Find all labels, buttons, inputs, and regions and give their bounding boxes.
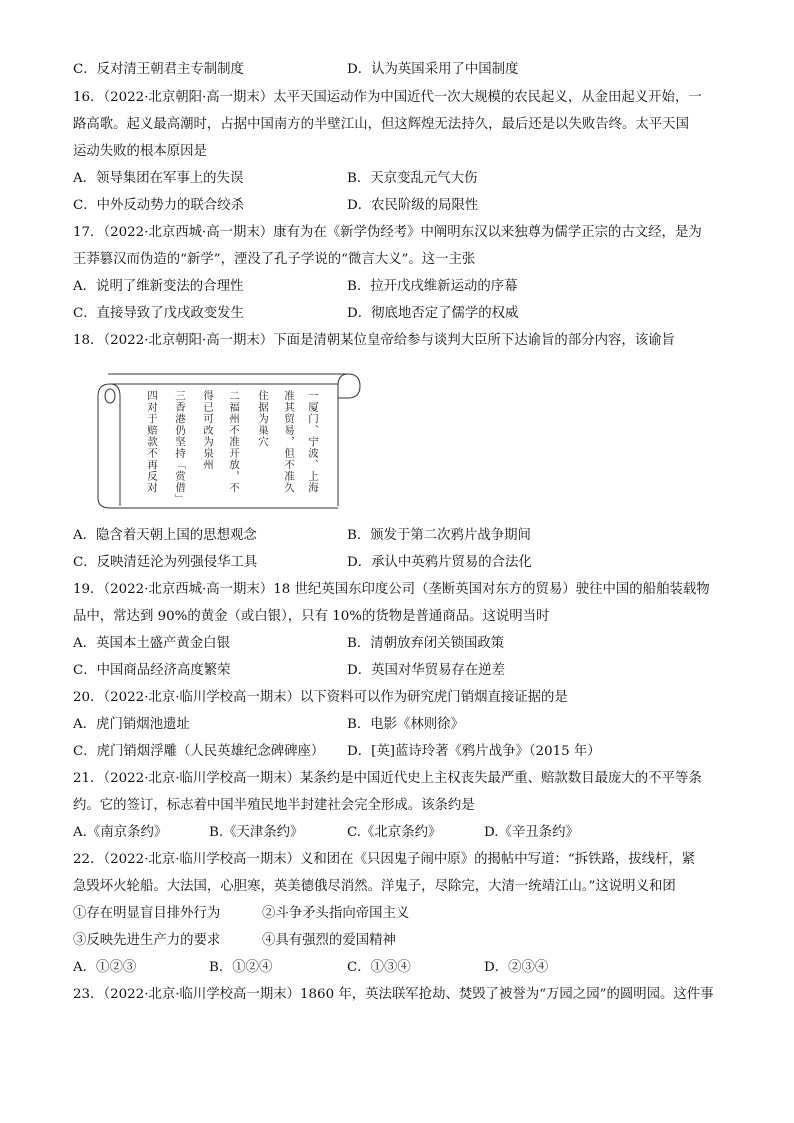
q19-option-d: D．英国对华贸易存在逆差 (347, 663, 506, 678)
q16-stem-line-1: 16．（2022·北京朝阳·高一期末）太平天国运动作为中国近代一次大规模的农民起义，从金田起义开始，一 (73, 90, 702, 105)
q22-stem-line-1: 22．（2022·北京·临川学校高一期末）义和团在《只因鬼子闹中原》的揭帖中写道：“拆铁路，拔线杆，紧 (73, 852, 696, 867)
edict-column-4: 二福州不准开放，不 (228, 390, 240, 494)
q19-option-b: B．清朝放弃闭关锁国政策 (347, 636, 505, 651)
edict-column-7: 四对于赔款不再反对 (146, 390, 158, 494)
q19-stem-line-2: 品中，常达到 90%的黄金（或白银），只有 10%的货物是普通商品。这说明当时 (73, 609, 550, 624)
q21-option-d: D.《辛丑条约》 (484, 825, 579, 840)
q18-stem-line-1: 18．（2022·北京朝阳·高一期末）下面是清朝某位皇帝给参与谈判大臣所下达谕旨的部分内容，该谕旨 (73, 333, 675, 348)
scroll-outline (90, 368, 362, 512)
imperial-edict-scroll (90, 368, 362, 512)
q16-stem-line-2: 路高歌。起义最高潮时，占据中国南方的半壁江山，但这辉煌无法持久，最后还是以失败告终。太平天国 (73, 117, 689, 132)
q21-option-a: A.《南京条约》 (73, 825, 168, 840)
q21-option-c: C.《北京条约》 (347, 825, 442, 840)
q16-option-c: C．中外反动势力的联合绞杀 (73, 198, 244, 213)
q17-option-d: D．彻底地否定了儒学的权威 (347, 306, 519, 321)
edict-column-2: 准其贸易，但不准久 (283, 390, 295, 494)
q17-option-a: A．说明了维新变法的合理性 (73, 279, 244, 294)
q18-option-a: A．隐含着天朝上国的思想观念 (73, 528, 257, 543)
q16-option-d: D．农民阶级的局限性 (347, 198, 479, 213)
q23-stem-line-1: 23．（2022·北京·临川学校高一期末）1860 年，英法联军抢劫、焚毁了被誉为“万园之园”的圆明园。这件事 (73, 987, 714, 1002)
q17-option-b: B．拉开戊戌维新运动的序幕 (347, 279, 518, 294)
q17-stem-line-2: 王莽篡汉而伪造的“新学”，湮没了孔子学说的“微言大义”。这一主张 (73, 252, 476, 267)
q21-option-b: B.《天津条约》 (209, 825, 304, 840)
q22-option-b: B．①②④ (209, 960, 273, 975)
edict-column-3: 住据为巢穴 (257, 390, 269, 448)
q22-stem-line-2: 急毁坏火轮船。大法国，心胆寒，英美德俄尽消然。洋鬼子，尽除完，大清一统靖江山。”这说明义和团 (73, 879, 676, 894)
q21-stem-line-1: 21．（2022·北京·临川学校高一期末）某条约是中国近代史上主权丧失最严重、赔款数目最庞大的不平等条 (73, 771, 702, 786)
q18-option-d: D．承认中英鸦片贸易的合法化 (347, 555, 532, 570)
q18-option-c: C．反映清廷沦为列强侵华工具 (73, 555, 258, 570)
q19-stem-line-1: 19．（2022·北京西城·高一期末）18 世纪英国东印度公司（垄断英国对东方的贸易）驶往中国的船舶装载物 (73, 582, 710, 597)
q16-option-a: A．领导集团在军事上的失误 (73, 171, 244, 186)
q22-statement-2: ②斗争矛头指向帝国主义 (262, 906, 410, 921)
edict-column-1: 一厦门、宁波、上海 (307, 390, 319, 494)
q22-option-c: C．①③④ (347, 960, 411, 975)
q22-option-a: A．①②③ (73, 960, 137, 975)
q22-option-d: D．②③④ (484, 960, 549, 975)
q19-option-a: A．英国本土盛产黄金白银 (73, 636, 230, 651)
q20-option-c: C．虎门销烟浮雕（人民英雄纪念碑碑座） (73, 744, 325, 759)
q22-statement-3: ③反映先进生产力的要求 (73, 933, 221, 948)
q17-option-c: C．直接导致了戊戌政变发生 (73, 306, 244, 321)
q20-option-b: B．电影《林则徐》 (347, 717, 464, 732)
edict-column-6: 三香港仍坚持「赏借」 (174, 390, 186, 505)
q18-option-b: B．颁发于第二次鸦片战争期间 (347, 528, 531, 543)
q22-statement-1: ①存在明显盲目排外行为 (73, 906, 221, 921)
q17-stem-line-1: 17．（2022·北京西城·高一期末）康有为在《新学伪经考》中阐明东汉以来独尊为儒学正宗的古文经，是为 (73, 225, 702, 240)
q16-stem-line-3: 运动失败的根本原因是 (73, 144, 207, 159)
q20-option-a: A．虎门销烟池遗址 (73, 717, 190, 732)
q22-statement-4: ④具有强烈的爱国精神 (262, 933, 396, 948)
q20-stem-line-1: 20．（2022·北京·临川学校高一期末）以下资料可以作为研究虎门销烟直接证据的是 (73, 690, 568, 705)
q15-option-d: D．认为英国采用了中国制度 (347, 62, 519, 77)
edict-column-5: 得已可改为泉州 (202, 390, 214, 471)
q21-stem-line-2: 约。它的签订，标志着中国半殖民地半封建社会完全形成。该条约是 (73, 798, 475, 813)
q16-option-b: B．天京变乱元气大伤 (347, 171, 478, 186)
q15-option-c: C．反对清王朝君主专制制度 (73, 62, 244, 77)
q20-option-d: D．[英]蓝诗玲著《鸦片战争》（2015 年） (347, 744, 601, 759)
q19-option-c: C．中国商品经济高度繁荣 (73, 663, 231, 678)
